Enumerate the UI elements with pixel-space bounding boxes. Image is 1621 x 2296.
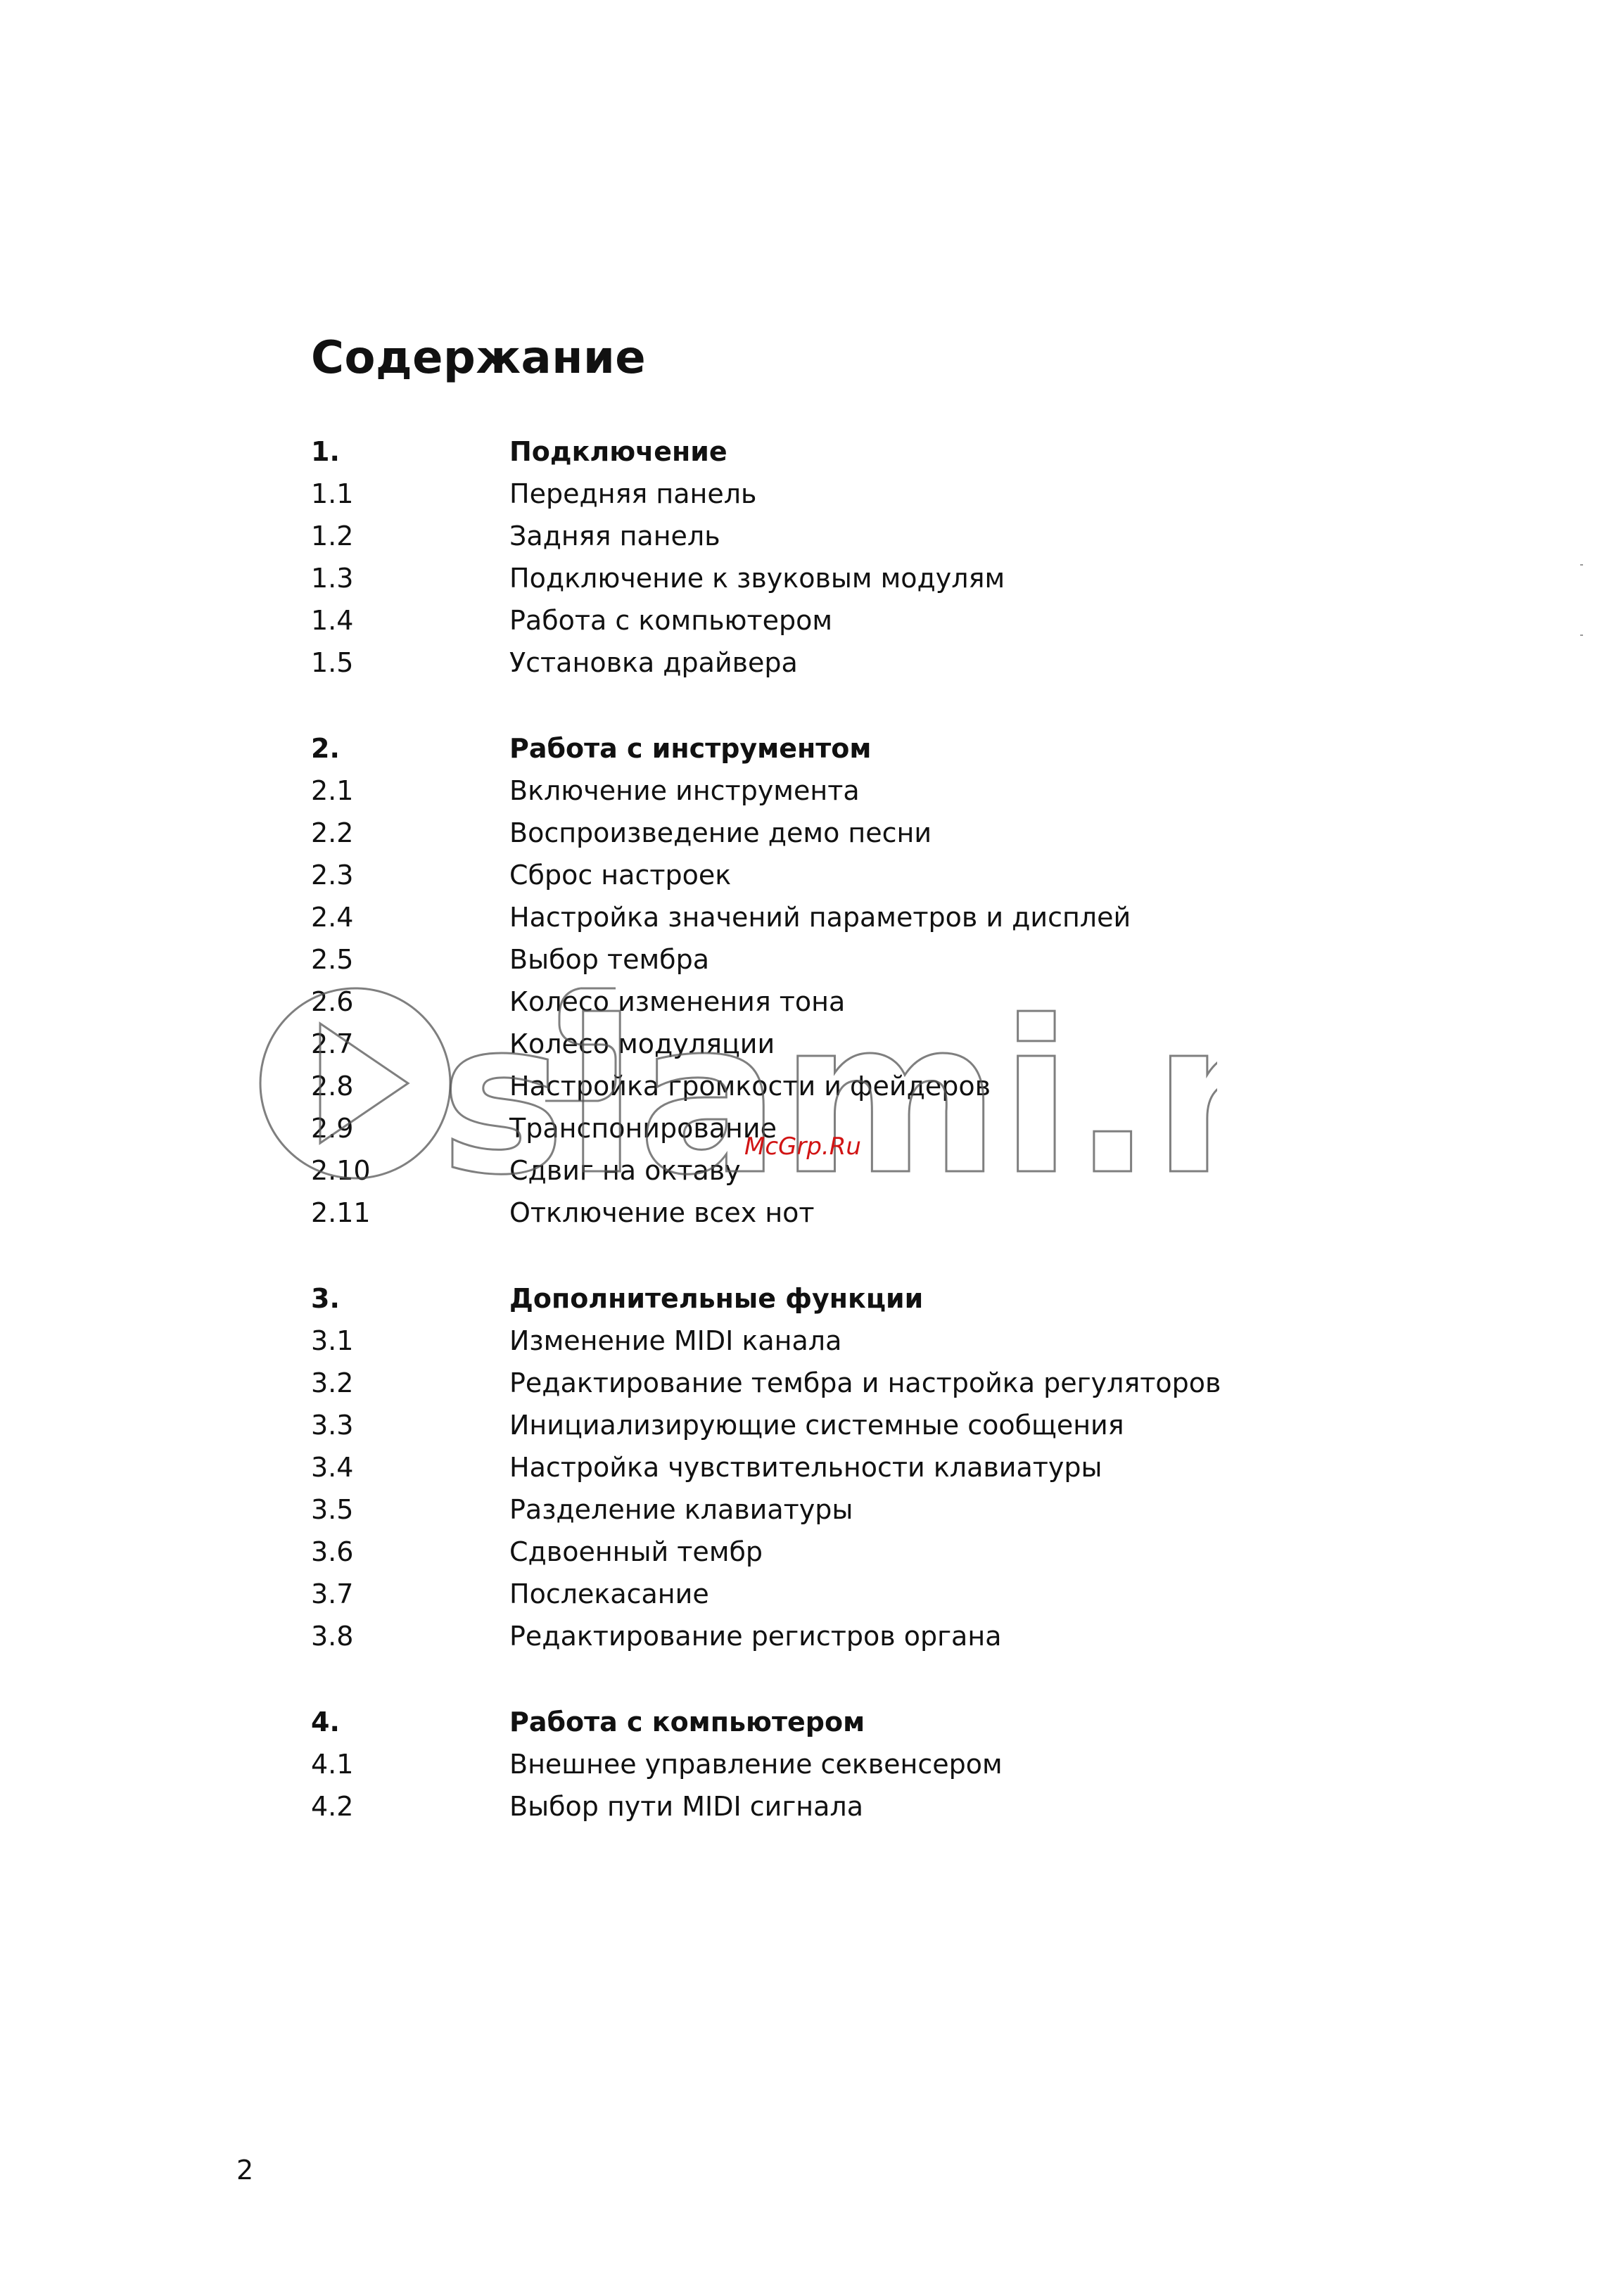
toc-entry-number: 3.1 (311, 1325, 354, 1356)
toc-entry-label: Воспроизведение демо песни (509, 817, 932, 848)
toc-entry-label: Включение инструмента (509, 775, 860, 806)
section-gap (311, 1234, 1366, 1277)
toc-entry-label: Разделение клавиатуры (509, 1494, 853, 1525)
toc-entry-number: 3.8 (311, 1621, 354, 1652)
toc-entry[interactable] (311, 1531, 1366, 1573)
section-gap (311, 684, 1366, 727)
watermark-subtext: McGrp.Ru (744, 1133, 861, 1161)
toc-entry[interactable] (311, 981, 1366, 1023)
toc-entry-label: Передняя панель (509, 478, 757, 509)
toc-entry-number: 2.2 (311, 817, 354, 848)
toc-entry-number: 3.2 (311, 1367, 354, 1398)
toc-entry-label: Установка драйвера (509, 647, 798, 678)
toc-section-number: 2. (311, 733, 340, 764)
toc-entry[interactable] (311, 1743, 1366, 1785)
toc-entry-number: 3.6 (311, 1536, 354, 1567)
watermark-text: slami.r (440, 976, 1217, 1185)
toc-entry-number: 4.1 (311, 1749, 354, 1780)
toc-entry[interactable] (311, 1192, 1366, 1234)
toc-entry-label: Транспонирование (509, 1113, 777, 1144)
section-gap (311, 1657, 1366, 1701)
toc-entry-number: 3.3 (311, 1410, 354, 1441)
page-number: 2 (236, 2155, 254, 2186)
toc-entry-label: Изменение MIDI канала (509, 1325, 842, 1356)
toc-entry-number: 2.5 (311, 944, 354, 975)
toc-entry-label: Сдвоенный тембр (509, 1536, 763, 1567)
scan-speck (1580, 564, 1583, 566)
toc-entry[interactable] (311, 1065, 1366, 1107)
toc-entry-number: 1.4 (311, 605, 354, 636)
toc-entry-number: 3.7 (311, 1579, 354, 1609)
toc-section-title: Подключение (509, 436, 727, 467)
toc-section-number: 3. (311, 1283, 340, 1314)
toc-entry-number: 1.5 (311, 647, 354, 678)
toc-entry[interactable] (311, 557, 1366, 599)
toc-section-number: 4. (311, 1707, 340, 1737)
toc-entry[interactable] (311, 770, 1366, 812)
toc-entry[interactable] (311, 1404, 1366, 1446)
toc-section-title: Работа с инструментом (509, 733, 872, 764)
toc-entry-label: Колесо модуляции (509, 1028, 775, 1059)
toc-entry[interactable] (311, 1446, 1366, 1488)
toc-entry-label: Инициализирующие системные сообщения (509, 1410, 1124, 1441)
toc-entry-label: Настройка чувствительности клавиатуры (509, 1452, 1102, 1483)
toc-entry[interactable] (311, 473, 1366, 515)
toc-section-title: Работа с компьютером (509, 1707, 865, 1737)
toc-entry-number: 2.4 (311, 902, 354, 933)
toc-entry-number: 2.10 (311, 1155, 371, 1186)
toc-entry[interactable] (311, 1785, 1366, 1828)
toc-entry-label: Отключение всех нот (509, 1197, 815, 1228)
toc-section-heading[interactable] (311, 1701, 1366, 1743)
toc-entry[interactable] (311, 1023, 1366, 1065)
toc-entry-label: Настройка громкости и фейдеров (509, 1071, 991, 1102)
toc-entry-label: Выбор тембра (509, 944, 709, 975)
toc-entry-label: Сдвиг на октаву (509, 1155, 741, 1186)
toc-section-title: Дополнительные функции (509, 1283, 924, 1314)
toc-entry-label: Задняя панель (509, 521, 720, 551)
toc-entry-label: Внешнее управление секвенсером (509, 1749, 1003, 1780)
toc-section-heading[interactable] (311, 431, 1366, 473)
toc-entry[interactable] (311, 1320, 1366, 1362)
toc-entry-number: 1.2 (311, 521, 354, 551)
toc-entry-number: 2.1 (311, 775, 354, 806)
toc-section-heading[interactable] (311, 1277, 1366, 1320)
toc-entry[interactable] (311, 1573, 1366, 1615)
scan-speck (1580, 634, 1583, 636)
toc-entry-number: 1.1 (311, 478, 354, 509)
toc-entry-number: 2.3 (311, 860, 354, 891)
toc-section-heading[interactable] (311, 727, 1366, 770)
toc-entry-label: Работа с компьютером (509, 605, 833, 636)
toc-entry-label: Настройка значений параметров и дисплей (509, 902, 1131, 933)
toc-entry-number: 2.7 (311, 1028, 354, 1059)
toc-entry[interactable] (311, 1362, 1366, 1404)
toc-entry[interactable] (311, 812, 1366, 854)
toc-entry-number: 2.11 (311, 1197, 371, 1228)
toc-entry-label: Выбор пути MIDI сигнала (509, 1791, 863, 1822)
toc-entry[interactable] (311, 642, 1366, 684)
toc-entry-label: Редактирование тембра и настройка регуляторов (509, 1367, 1221, 1398)
page-title: Содержание (311, 332, 647, 384)
toc-entry[interactable] (311, 938, 1366, 981)
toc-entry-number: 3.5 (311, 1494, 354, 1525)
toc-entry-label: Редактирование регистров органа (509, 1621, 1002, 1652)
toc-section-number: 1. (311, 436, 340, 467)
toc-entry-label: Послекасание (509, 1579, 709, 1609)
toc-entry-number: 1.3 (311, 563, 354, 594)
toc-entry-number: 4.2 (311, 1791, 354, 1822)
table-of-contents (311, 431, 1366, 1828)
toc-entry-label: Сброс настроек (509, 860, 732, 891)
toc-entry-number: 2.9 (311, 1113, 354, 1144)
toc-entry[interactable] (311, 515, 1366, 557)
toc-entry-number: 3.4 (311, 1452, 354, 1483)
toc-entry-label: Подключение к звуковым модулям (509, 563, 1005, 594)
toc-entry-label: Колесо изменения тона (509, 986, 846, 1017)
toc-entry-number: 2.6 (311, 986, 354, 1017)
toc-entry[interactable] (311, 599, 1366, 642)
toc-entry[interactable] (311, 854, 1366, 896)
toc-entry[interactable] (311, 896, 1366, 938)
toc-entry-number: 2.8 (311, 1071, 354, 1102)
toc-entry[interactable] (311, 1615, 1366, 1657)
toc-entry[interactable] (311, 1488, 1366, 1531)
